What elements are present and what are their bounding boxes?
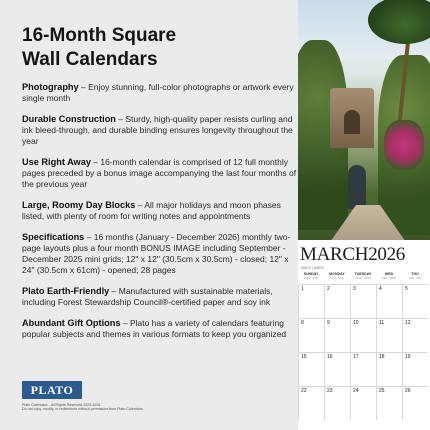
ruin-arch	[344, 110, 360, 134]
day-header	[298, 272, 324, 280]
feature-text: – Enjoy stunning, full-color photographs or artwork every single month	[22, 82, 294, 103]
garden-gate	[348, 165, 366, 209]
day-sub: LUN · LUN	[330, 276, 344, 280]
day-sub: DOM · DIM	[303, 276, 319, 280]
feature-text: – Sturdy, high-quality paper resists curling and ink bleed-through, and durable binding ensures longevity throughout the year	[22, 114, 293, 146]
feature-day-blocks	[22, 200, 300, 222]
feature-text: – 16 months (January - December 2026) monthly two-page layouts plus a four month BONUS IMAGE including September - December 2025 mini grids; 12" x 12" (30.5cm x 30.5cm) - closed; 12" x 24" (30.5cm x 61cm) - opened; 28 pages	[22, 232, 291, 275]
date-number: 1	[301, 286, 304, 292]
bougainvillea-flowers	[384, 120, 424, 170]
feature-list	[22, 82, 300, 350]
date-number: 10	[353, 320, 359, 326]
feature-title: Photography	[22, 82, 79, 92]
date-number: 23	[327, 388, 333, 394]
feature-title: Plato Earth-Friendly	[22, 286, 110, 296]
date-number: 25	[379, 388, 385, 394]
copyright-notice	[22, 403, 262, 412]
date-cell	[324, 352, 350, 386]
date-number: 18	[379, 354, 385, 360]
feature-specifications	[22, 232, 300, 276]
date-number: 19	[405, 354, 411, 360]
date-number: 24	[353, 388, 359, 394]
date-cell	[376, 386, 402, 420]
date-number: 8	[301, 320, 304, 326]
day-header	[402, 272, 428, 280]
date-cell	[376, 284, 402, 318]
feature-photography	[22, 82, 300, 104]
date-cell	[402, 386, 428, 420]
copyright-line-1: Plato Calendars - All Rights Reserved 2025-2026	[22, 403, 101, 407]
copyright-line-2: Do not copy, modify, or redistribute without permission from Plato Calendars.	[22, 407, 144, 412]
date-cell	[298, 284, 324, 318]
feature-text: – 16-month calendar is comprised of 12 full monthly pages preceded by a bonus image accompanying the last four months of the previous year	[22, 157, 297, 189]
garden-photo	[298, 0, 430, 240]
month-name: MARCH	[300, 244, 369, 265]
date-cell	[350, 318, 376, 352]
day-header	[350, 272, 376, 280]
date-number: 4	[379, 286, 382, 292]
date-number: 15	[301, 354, 307, 360]
year: 2026	[368, 244, 405, 265]
heading-line-2: Wall Calendars	[22, 49, 158, 70]
feature-text: – Manufactured with sustainable materials, including Forest Stewardship Council®-certified paper and soy ink	[22, 286, 273, 307]
date-cell	[324, 284, 350, 318]
plato-logo: PLATO	[22, 381, 82, 399]
day-name: THU	[411, 272, 419, 276]
date-number: 16	[327, 354, 333, 360]
date-cell	[298, 318, 324, 352]
date-number: 22	[301, 388, 307, 394]
date-cell	[350, 284, 376, 318]
feature-use-right-away	[22, 157, 300, 190]
day-name: SUNDAY	[303, 272, 319, 276]
date-cell	[298, 352, 324, 386]
date-number: 3	[353, 286, 356, 292]
day-name: TUESDAY	[354, 272, 372, 276]
feature-text: – All major holidays and moon phases listed, with plenty of room for writing notes and appointments	[22, 200, 281, 221]
feature-title: Use Right Away	[22, 157, 91, 167]
date-cell	[402, 352, 428, 386]
date-number: 11	[379, 320, 385, 326]
date-cell	[324, 386, 350, 420]
calendar-month-title	[300, 244, 405, 266]
date-number: 5	[405, 286, 408, 292]
date-number: 12	[405, 320, 411, 326]
page-heading	[22, 24, 292, 72]
feature-durable-construction	[22, 114, 300, 147]
day-name: WED	[384, 272, 394, 276]
feature-gift-options	[22, 318, 300, 340]
date-number: 17	[353, 354, 359, 360]
day-header	[324, 272, 350, 280]
feature-title: Abundant Gift Options	[22, 318, 121, 328]
feature-title: Large, Roomy Day Blocks	[22, 200, 136, 210]
date-number: 26	[405, 388, 411, 394]
heading-line-1: 16-Month Square	[22, 25, 177, 46]
day-sub: MIÉ · MER	[382, 276, 396, 280]
calendar-product-image	[298, 0, 430, 430]
date-cell	[402, 284, 428, 318]
feature-title: Durable Construction	[22, 114, 116, 124]
month-subtitle: MARZ | MARS	[301, 266, 324, 270]
day-sub: MAR · MAR	[355, 276, 371, 280]
date-number: 9	[327, 320, 330, 326]
date-cell	[402, 318, 428, 352]
date-cell	[350, 352, 376, 386]
feature-earth-friendly	[22, 286, 300, 308]
feature-title: Specifications	[22, 232, 85, 242]
day-name: MONDAY	[329, 272, 345, 276]
date-number: 2	[327, 286, 330, 292]
feature-text: – Plato has a variety of calendars featuring popular subjects and themes in various formats to keep you organized	[22, 318, 287, 339]
day-sub: JUE · JEU	[408, 276, 422, 280]
date-cell	[298, 386, 324, 420]
date-cell	[376, 318, 402, 352]
day-header	[376, 272, 402, 280]
date-cell	[324, 318, 350, 352]
date-cell	[376, 352, 402, 386]
calendar-grid	[298, 272, 430, 430]
date-cell	[350, 386, 376, 420]
